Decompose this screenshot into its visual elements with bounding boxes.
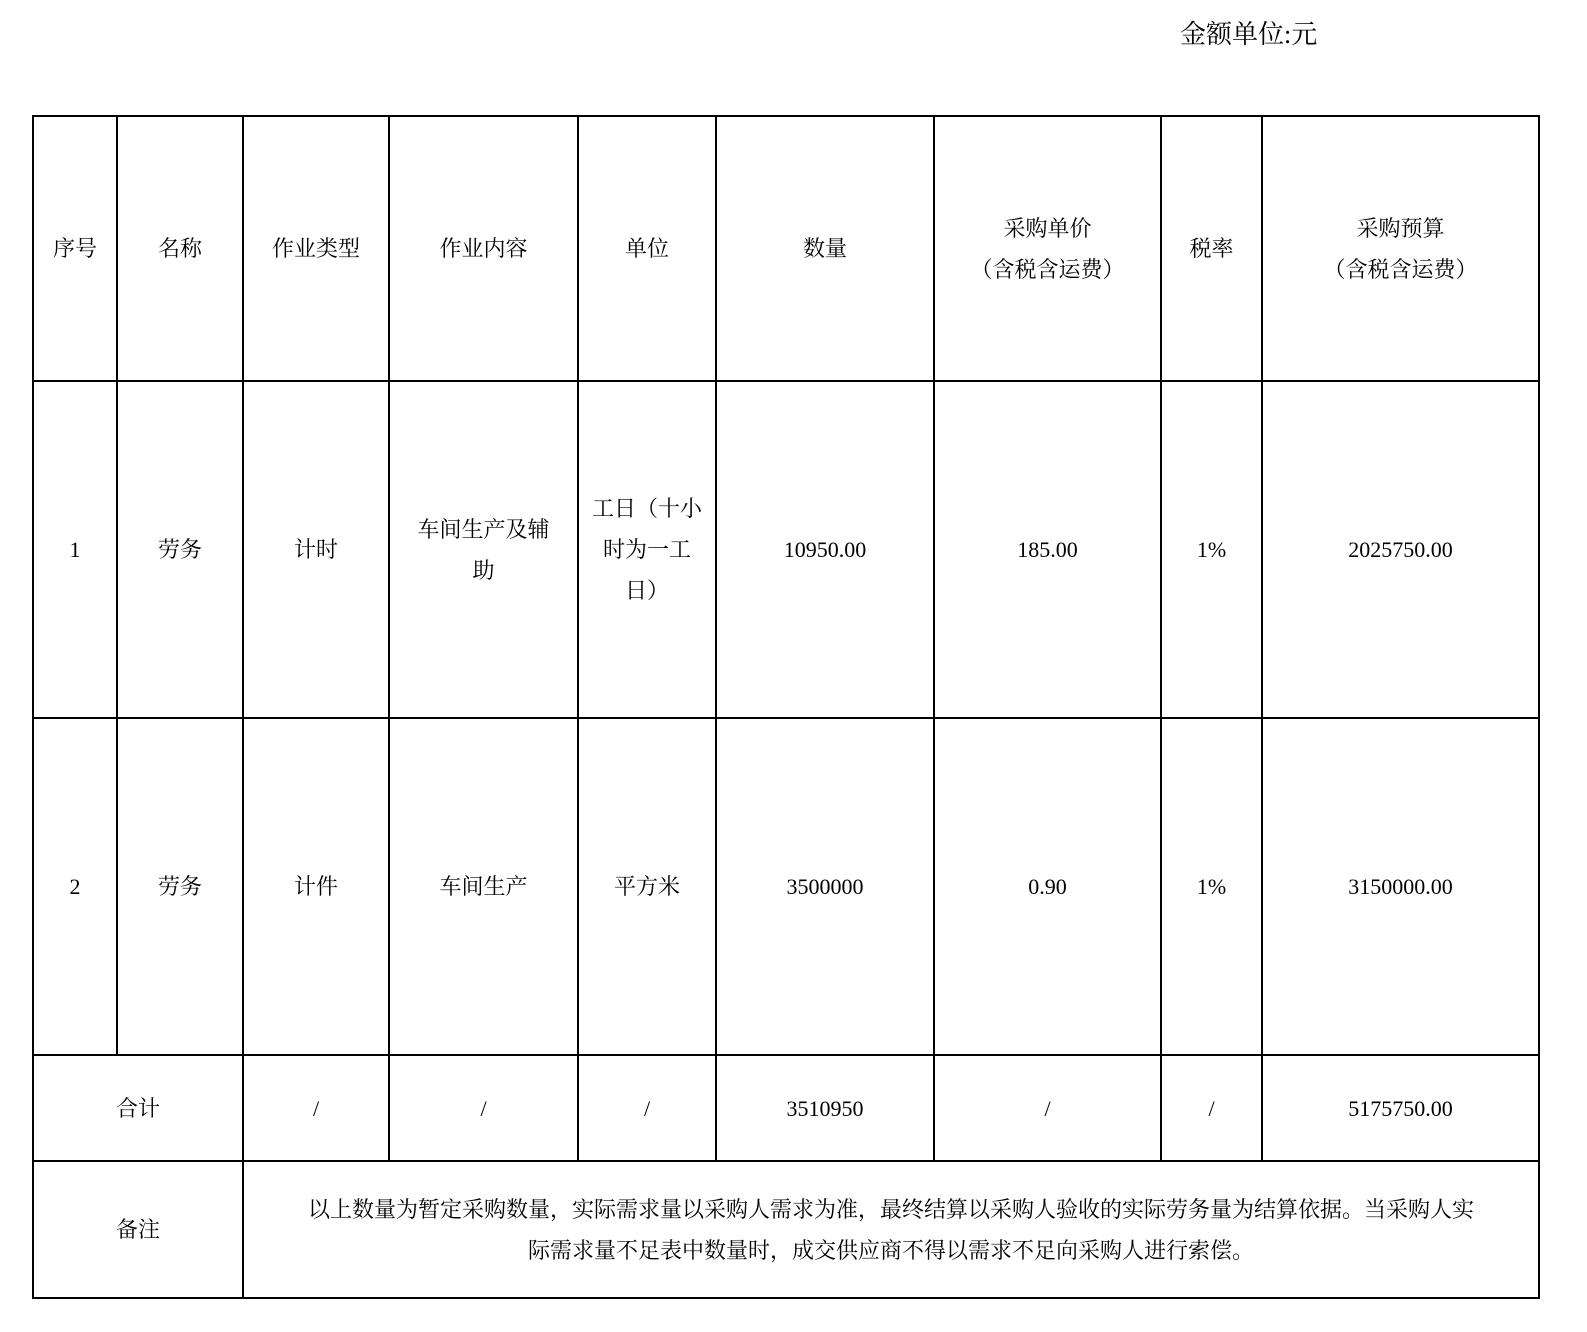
row-work-content: 车间生产	[389, 718, 578, 1055]
row-quantity: 3500000	[716, 718, 934, 1055]
header-name: 名称	[117, 116, 243, 381]
header-unit-price-line2: （含税含运费）	[970, 256, 1125, 282]
header-budget	[1262, 116, 1539, 381]
header-budget-line2: （含税含运费）	[1323, 256, 1478, 282]
row-work-content-line1: 车间生产及辅	[417, 516, 550, 542]
row-unit-line1: 工日（十小	[591, 496, 702, 521]
row-tax-rate: 1%	[1161, 718, 1262, 1055]
header-unit: 单位	[578, 116, 716, 381]
header-budget-line1: 采购预算	[1356, 215, 1445, 241]
total-tax-rate: /	[1161, 1055, 1262, 1161]
row-unit: 平方米	[578, 718, 716, 1055]
total-unit: /	[578, 1055, 716, 1161]
header-row	[33, 116, 1539, 381]
row-unit-price: 0.90	[934, 718, 1161, 1055]
row-tax-rate: 1%	[1161, 381, 1262, 718]
total-label: 合计	[33, 1055, 243, 1161]
total-unit-price: /	[934, 1055, 1161, 1161]
row-unit-line2: 时为一工	[602, 537, 691, 562]
total-work-type: /	[243, 1055, 389, 1161]
row-unit-line3: 日）	[624, 578, 669, 603]
row-budget: 2025750.00	[1262, 381, 1539, 718]
row-unit-price: 185.00	[934, 381, 1161, 718]
row-unit	[578, 381, 716, 718]
row-work-type: 计时	[243, 381, 389, 718]
procurement-table	[32, 115, 1540, 1299]
total-row	[33, 1055, 1539, 1161]
header-unit-price	[934, 116, 1161, 381]
total-budget: 5175750.00	[1262, 1055, 1539, 1161]
row-work-type: 计件	[243, 718, 389, 1055]
total-quantity: 3510950	[716, 1055, 934, 1161]
row-work-content	[389, 381, 578, 718]
amount-unit-note: 金额单位:元	[1180, 20, 1318, 49]
remark-text-line2: 际需求量不足表中数量时，成交供应商不得以需求不足向采购人进行索偿。	[527, 1237, 1254, 1263]
header-seq: 序号	[33, 116, 117, 381]
remark-text-line1: 以上数量为暂定采购数量，实际需求量以采购人需求为准，最终结算以采购人验收的实际劳务量为结算依据。当采购人实	[307, 1196, 1474, 1222]
row-work-content-line2: 助	[472, 557, 495, 583]
row-seq: 2	[33, 718, 117, 1055]
remark-row	[33, 1161, 1539, 1298]
header-work-content: 作业内容	[389, 116, 578, 381]
header-unit-price-line1: 采购单价	[1003, 215, 1092, 241]
remark-text	[243, 1161, 1539, 1298]
remark-label: 备注	[33, 1161, 243, 1298]
row-name: 劳务	[117, 381, 243, 718]
row-quantity: 10950.00	[716, 381, 934, 718]
row-budget: 3150000.00	[1262, 718, 1539, 1055]
table-row	[33, 381, 1539, 718]
total-work-content: /	[389, 1055, 578, 1161]
row-name: 劳务	[117, 718, 243, 1055]
table-row	[33, 718, 1539, 1055]
header-quantity: 数量	[716, 116, 934, 381]
row-seq: 1	[33, 381, 117, 718]
header-work-type: 作业类型	[243, 116, 389, 381]
header-tax-rate: 税率	[1161, 116, 1262, 381]
